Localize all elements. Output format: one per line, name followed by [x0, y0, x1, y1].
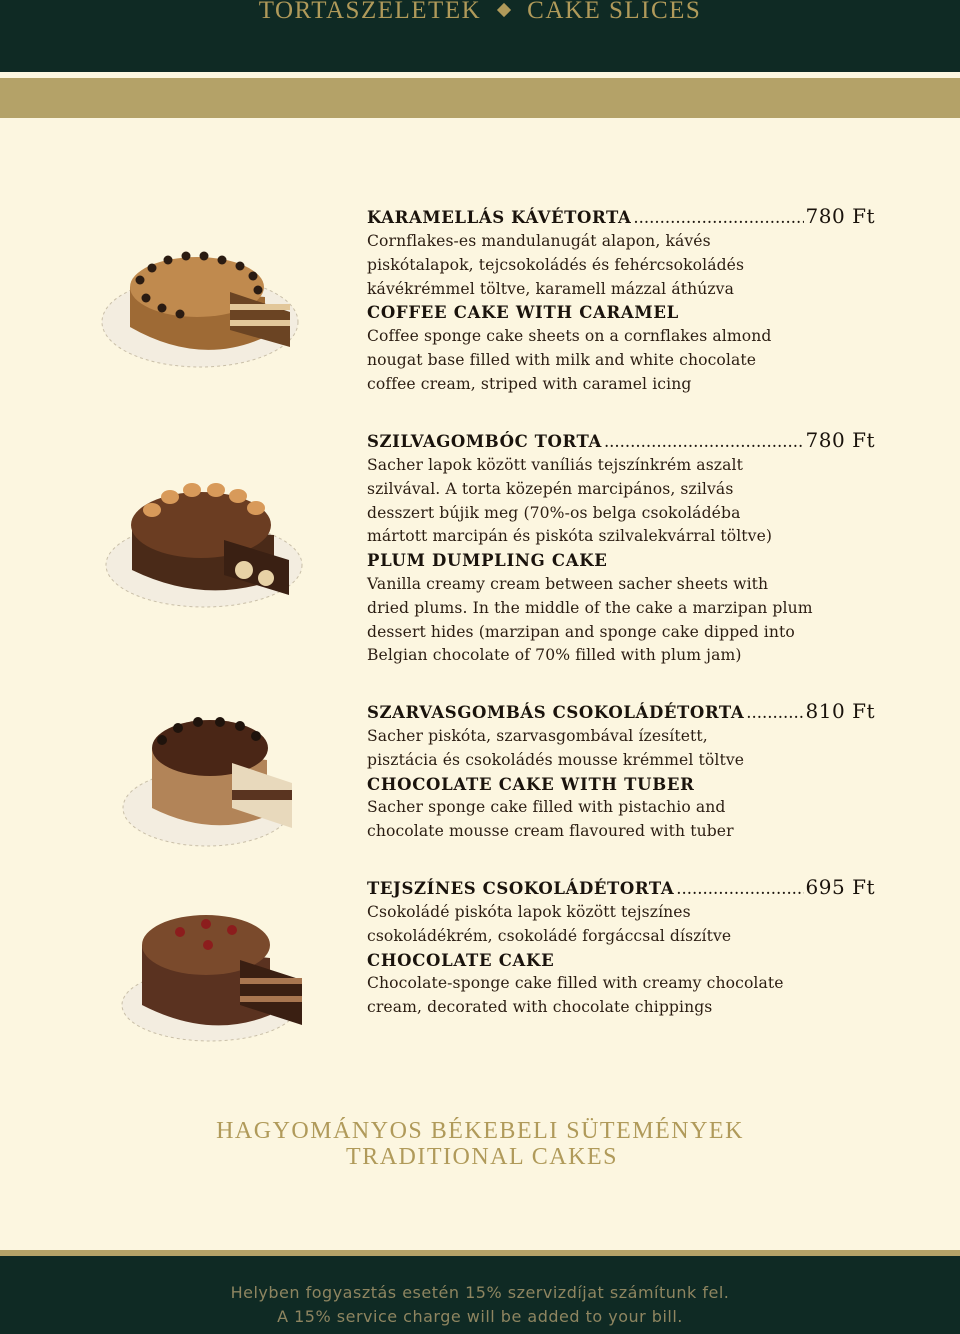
item-desc-hu: [367, 901, 875, 949]
menu-item-chocolate-tuber: [367, 699, 875, 844]
menu-item-coffee-caramel: [367, 204, 875, 397]
desc-line: Sacher piskóta, szarvasgombával ízesített,: [367, 727, 708, 745]
desc-line: szilvával. A torta közepén marcipános, szilvás: [367, 479, 734, 498]
desc-line: dried plums. In the middle of the cake a marzipan plum: [367, 598, 813, 617]
desc-line: Coffee sponge cake sheets on a cornflakes almond: [367, 327, 772, 346]
desc-line: kávékrémmel töltve, karamell mázzal áthúzva: [367, 279, 734, 298]
item-desc-hu: [367, 725, 875, 773]
service-charge-hu: Helyben fogyasztás esetén 15% szervizdíjat számítunk fel.: [230, 1283, 730, 1302]
menu-item-chocolate-cake: [367, 875, 875, 1020]
item-price: 780 Ft: [805, 428, 875, 452]
service-charge-en: A 15% service charge will be added to your bill.: [277, 1307, 683, 1326]
item-name-en: COFFEE CAKE WITH CARAMEL: [367, 303, 679, 323]
desc-line: Cornflakes-es mandulanugát alapon, kávés: [367, 232, 711, 250]
section-title-hu: TORTASZELETEK: [258, 0, 482, 24]
desc-line: Csokoládé piskóta lapok között tejszínes: [367, 903, 691, 921]
desc-line: Chocolate-sponge cake filled with creamy chocolate: [367, 974, 784, 993]
desc-line: Vanilla creamy cream between sacher sheets with: [367, 574, 769, 593]
desc-line: desszert bújik meg (70%-os belga csokoládéba: [367, 503, 741, 522]
desc-line: Sacher lapok között vaníliás tejszínkrém aszalt: [367, 456, 743, 474]
item-desc-en: [367, 325, 875, 396]
item-name: SZARVASGOMBÁS CSOKOLÁDÉTORTA: [367, 703, 745, 722]
item-desc-en: [367, 573, 875, 668]
item-heading: [367, 204, 875, 230]
item-name: SZILVAGOMBÓC TORTA: [367, 432, 602, 451]
desc-line: Sacher sponge cake filled with pistachio and: [367, 798, 726, 817]
item-heading: [367, 428, 875, 454]
chocolate-tuber-cake-image: [122, 708, 302, 850]
desc-line: Belgian chocolate of 70% filled with plum jam): [367, 646, 742, 665]
desc-line: csokoládékrém, csokoládé forgáccsal díszítve: [367, 926, 732, 945]
item-name: TEJSZÍNES CSOKOLÁDÉTORTA: [367, 879, 675, 898]
item-price: 810 Ft: [805, 699, 875, 723]
item-desc-hu: [367, 230, 875, 301]
traditional-cakes-heading: [0, 1118, 960, 1170]
item-desc-en: [367, 796, 875, 844]
item-price: 780 Ft: [805, 204, 875, 228]
desc-line: piskótalapok, tejcsokoládés és fehércsokoládés: [367, 255, 745, 274]
service-charge-note: [0, 1281, 960, 1329]
diamond-icon: [497, 3, 511, 17]
desc-line: mártott marcipán és piskóta szilvalekvárral töltve): [367, 527, 773, 546]
item-name-en: PLUM DUMPLING CAKE: [367, 551, 608, 571]
section-title: [0, 0, 960, 25]
plum-dumpling-cake-image: [104, 470, 309, 612]
traditional-title-hu: HAGYOMÁNYOS BÉKEBELI SÜTEMÉNYEK: [216, 1118, 744, 1144]
gold-band: [0, 78, 960, 118]
menu-item-plum-dumpling: [367, 428, 875, 668]
item-heading: [367, 875, 875, 901]
item-heading: [367, 699, 875, 725]
item-desc-hu: [367, 454, 875, 549]
desc-line: chocolate mousse cream flavoured with tuber: [367, 822, 734, 841]
desc-line: pisztácia és csokoládés mousse krémmel töltve: [367, 750, 745, 769]
item-name: KARAMELLÁS KÁVÉTORTA: [367, 208, 632, 227]
leader-dots: [633, 206, 803, 230]
leader-dots: [604, 430, 804, 454]
desc-line: coffee cream, striped with caramel icing: [367, 374, 692, 393]
desc-line: cream, decorated with chocolate chippings: [367, 998, 713, 1017]
leader-dots: [676, 877, 803, 901]
desc-line: nougat base filled with milk and white chocolate: [367, 350, 757, 369]
section-title-en: CAKE SLICES: [527, 0, 702, 24]
item-name-en: CHOCOLATE CAKE: [367, 950, 555, 970]
item-name-en: CHOCOLATE CAKE WITH TUBER: [367, 774, 695, 794]
traditional-title-en: TRADITIONAL CAKES: [346, 1144, 618, 1170]
item-price: 695 Ft: [805, 875, 875, 899]
desc-line: dessert hides (marzipan and sponge cake dipped into: [367, 622, 795, 641]
coffee-caramel-cake-image: [100, 232, 310, 374]
leader-dots: [746, 701, 803, 725]
item-desc-en: [367, 972, 875, 1020]
chocolate-cake-image: [120, 900, 306, 1042]
